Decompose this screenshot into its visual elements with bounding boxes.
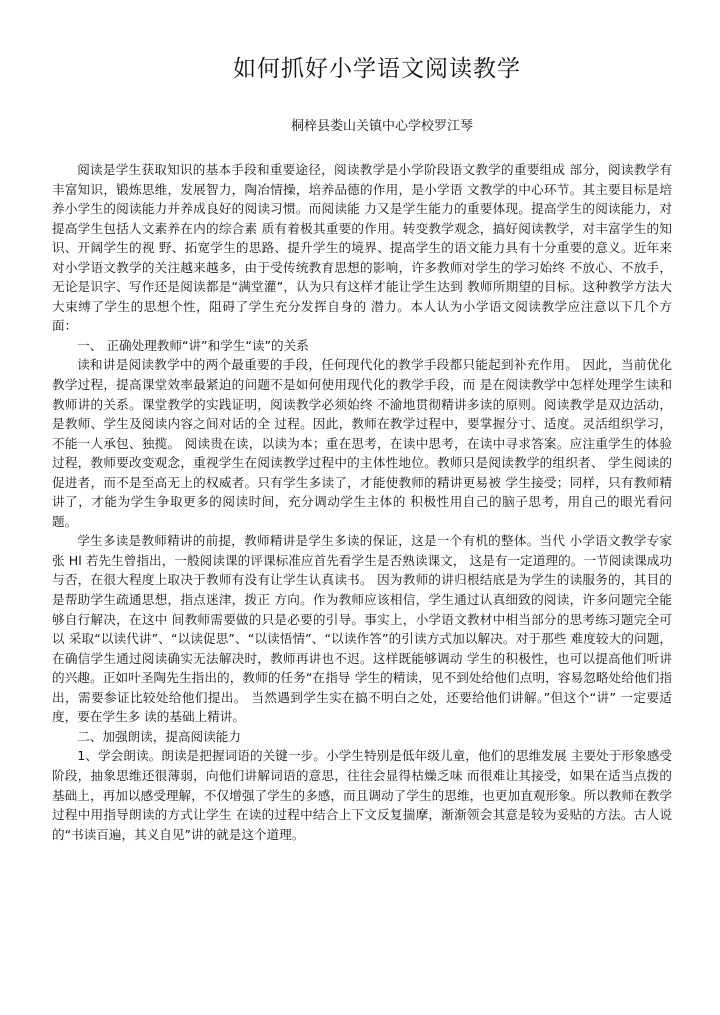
document-author: 桐梓县娄山关镇中心学校罗江琴 [290,119,473,134]
intro-paragraph: 阅读是学生获取知识的基本手段和重要途径，阅读教学是小学阶段语文教学的重要组成 部分，阅读教学有丰富知识，锻炼思维，发展智力，陶冶情操，培养品德的作用，是小学语 文教学的中心环节。其主要目标是培养小学生的阅读能力并养成良好的阅读习惯。而阅读能 力又是学生能力的重要体现。提高学生的阅读能力，对提高学生包括人文素养在内的综合素 质有着极其重要的作用。转变教学观念，搞好阅读教学，对丰富学生的知识、开阔学生的视 野、拓宽学生的思路、提升学生的境界、提高学生的语文能力具有十分重要的意义。近年来 对小学语文教学的关注越来越多，由于受传统教育思想的影响，许多教师对学生的学习始终 不放心、不放手，无论是识字、写作还是阅读都是“满堂灌”，认为只有这样才能让学生达到 教师所期望的目标。这种教学方法大大束缚了学生的思想个性，阻碍了学生充分发挥自身的 潜力。本人认为小学语文阅读教学应注意以下几个方面： [52,162,672,334]
section1-heading: 一、 正确处理教师“讲”和学生“读”的关系 [77,337,309,353]
section2-paragraph-1: 1、学会朗读。朗读是把握词语的关键一步。小学生特别是低年级儿童，他们的思维发展 主要处于形象感受阶段，抽象思维还很薄弱，向他们讲解词语的意思，往往会显得枯燥乏味 而很难让其接受，如果在适当点拨的基础上，再加以感受理解，不仅增强了学生的多感，而且调动了学生的思维，也更加直观形象。所以教师在教学过程中用指导朗读的方式让学生 在读的过程中结合上下文反复揣摩，渐渐领会其意是较为妥贴的方法。古人说的“书读百遍，其义自见”讲的就是这个道理。 [52,748,672,842]
document-title: 如何抓好小学语文阅读教学 [233,56,521,82]
section1-paragraph-1: 读和讲是阅读教学中的两个最重要的手段，任何现代化的教学手段都只能起到补充作用。 因此，当前优化教学过程，提高课堂效率最紧迫的问题不是如何使用现代化的教学手段，而 是在阅读教学中怎样处理学生读和教师讲的关系。课堂教学的实践证明，阅读教学必须始终 不渝地贯彻精讲多读的原则。阅读教学是双边活动，是教师、学生及阅读内容之间对话的全 过程。因此，教师在教学过程中，要掌握分寸、适度。灵活组织学习，不能一人承包、独揽。 阅读贵在读，以读为本；重在思考，在读中思考，在读中寻求答案。应注重学生的体验过程，教师要改变观念，重视学生在阅读教学过程中的主体性地位。教师只是阅读教学的组织者、 学生阅读的促进者，而不是至高无上的权威者。只有学生多读了，才能使教师的精讲更易被 学生接受；同样，只有教师精讲了，才能为学生争取更多的阅读时间，充分调动学生主体的 积极性用自己的脑子思考，用自己的眼光看问题。 [52,357,672,529]
section1-paragraph-2: 学生多读是教师精讲的前提，教师精讲是学生多读的保证，这是一个有机的整体。当代 小学语文教学专家张 Hl 若先生曾指出，一般阅读课的评课标准应首先看学生是否熟读课文， 这是有一定道理的。一节阅读课成功与否，在很大程度上取决于教师有没有让学生认真读书。 因为教师的讲归根结底是为学生的读服务的，其目的是帮助学生疏通思想，指点迷津，拨正 方向。作为教师应该相信，学生通过认真细致的阅读，许多问题完全能够自行解决，在这中 间教师需要做的只是必要的引导。事实上，小学语文教材中相当部分的思考练习题完全可以 采取“以读代讲”、“以读促思”、“以读悟情”、“以读作答”的引读方式加以解决。对于那些 难度较大的问题，在确信学生通过阅读确实无法解决时，教师再讲也不迟。这样既能够调动 学生的积极性，也可以提高他们听讲的兴趣。正如叶圣陶先生指出的，教师的任务“在指导 学生的精读，见不到处给他们点明，容易忽略处给他们指出，需要参证比较处给他们提出。 当然遇到学生实在搞不明白之处，还要给他们讲解。”但这个“讲” 一定要适度，要在学生多 读的基础上精讲。 [52,533,672,725]
section2-heading: 二、加强朗读，提高阅读能力 [77,728,241,744]
